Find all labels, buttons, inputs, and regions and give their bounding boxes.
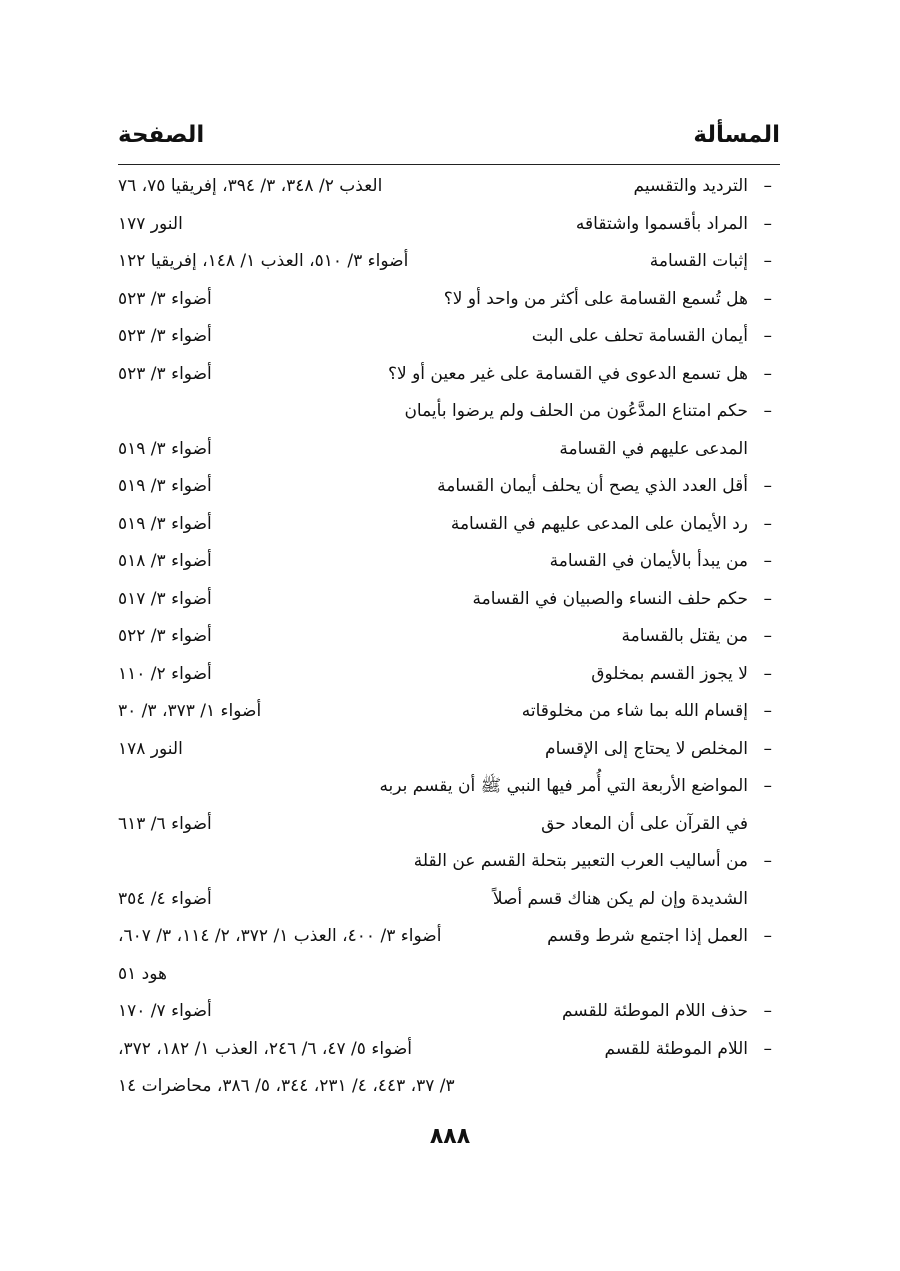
entry-topic: إثبات القسامة [649,251,748,271]
entry-dash: – [763,176,772,196]
index-entry [118,843,780,881]
index-entry-continuation [118,431,780,469]
index-entry [118,656,780,694]
entry-topic: المدعى عليهم في القسامة [559,438,748,459]
entry-reference: أضواء ٤/ ٣٥٤ [118,888,212,909]
index-entry-continuation [118,1068,780,1106]
entry-topic: من أساليب العرب التعبير بتحلة القسم عن القلة [413,851,748,871]
entry-topic: اللام الموطئة للقسم [604,1038,748,1059]
index-entry-continuation [118,956,780,994]
index-entry [118,243,780,281]
entry-dash: – [763,1038,772,1059]
entry-topic: حكم حلف النساء والصبيان في القسامة [472,588,748,609]
entry-topic: الترديد والتقسيم [633,176,748,196]
entry-topic: من يقتل بالقسامة [621,626,748,646]
entry-topic: أقل العدد الذي يصح أن يحلف أيمان القسامة [437,476,748,496]
index-entry [118,393,780,431]
entry-dash: – [763,738,772,759]
entry-topic: المخلص لا يحتاج إلى الإقسام [545,738,748,759]
entry-topic: في القرآن على أن المعاد حق [541,813,748,834]
entry-dash: – [763,476,772,496]
page-number: ٨٨٨ [429,1124,471,1149]
entry-reference: أضواء ٧/ ١٧٠ [118,1001,212,1021]
entry-dash: – [763,588,772,609]
entry-topic: أيمان القسامة تحلف على البت [531,326,748,346]
entry-dash: – [763,1001,772,1021]
entry-topic: هل تُسمع القسامة على أكثر من واحد أو لا؟ [443,288,748,309]
entry-dash: – [763,926,772,946]
entry-reference: أضواء ٣/ ٥٢٣ [118,288,212,309]
entry-dash: – [763,363,772,384]
entry-reference: هود ٥١ [118,963,167,984]
entry-reference: أضواء ٣/ ٥٢٣ [118,363,212,384]
index-entry [118,168,780,206]
entry-dash: – [763,288,772,309]
entry-reference: النور ١٧٧ [118,213,183,234]
entry-reference: أضواء ٣/ ٥١٩ [118,438,212,459]
entry-topic: من يبدأ بالأيمان في القسامة [549,551,748,571]
entry-topic: حكم امتناع المدَّعُون من الحلف ولم يرضوا بأيمان [404,401,748,421]
index-entry [118,918,780,956]
entry-reference: أضواء ٣/ ٥٢٢ [118,626,212,646]
entry-dash: – [763,513,772,534]
entry-topic: العمل إذا اجتمع شرط وقسم [547,926,748,946]
index-entry [118,581,780,619]
index-entry-continuation [118,806,780,844]
entry-reference: أضواء ٢/ ١١٠ [118,663,212,684]
issue-column-title: المسألة [693,122,780,148]
entry-reference: أضواء ٣/ ٥١٨ [118,551,212,571]
entry-reference: أضواء ٣/ ٥١٧ [118,588,212,609]
index-entry [118,731,780,769]
entry-dash: – [763,626,772,646]
index-entry [118,356,780,394]
entry-reference: النور ١٧٨ [118,738,183,759]
entry-dash: – [763,663,772,684]
entry-reference: أضواء ٣/ ٥١٩ [118,476,212,496]
entry-reference: أضواء ٣/ ٥١٩ [118,513,212,534]
index-entry [118,768,780,806]
index-entry [118,1031,780,1069]
entry-dash: – [763,213,772,234]
index-entry [118,281,780,319]
entry-topic: لا يجوز القسم بمخلوق [591,663,748,684]
entry-reference: أضواء ٣/ ٥٢٣ [118,326,212,346]
index-entry [118,506,780,544]
index-entry [118,693,780,731]
entry-reference: أضواء ٦/ ٦١٣ [118,813,212,834]
entry-topic: حذف اللام الموطئة للقسم [561,1001,748,1021]
entry-topic: المواضع الأربعة التي أُمر فيها النبي ﷺ أن يقسم بربه [379,776,748,796]
index-entry [118,318,780,356]
entry-reference: أضواء ٣/ ٥١٠، العذب ١/ ١٤٨، إفريقيا ١٢٢ [118,251,409,271]
index-entries [118,168,780,1106]
entry-dash: – [763,701,772,721]
entry-reference: ٣/ ٣٧، ٤٤٣، ٤/ ٢٣١، ٣٤٤، ٥/ ٣٨٦، محاضرات ١٤ [118,1076,455,1096]
header-divider [118,164,780,165]
entry-topic: إقسام الله بما شاء من مخلوقاته [521,701,748,721]
entry-topic: المراد بأقسموا واشتقاقه [575,213,748,234]
entry-reference: العذب ٢/ ٣٤٨، ٣/ ٣٩٤، إفريقيا ٧٥، ٧٦ [118,176,383,196]
entry-dash: – [763,551,772,571]
entry-reference: أضواء ١/ ٣٧٣، ٣/ ٣٠ [118,701,262,721]
index-entry [118,618,780,656]
entry-dash: – [763,851,772,871]
index-entry [118,468,780,506]
entry-dash: – [763,251,772,271]
entry-topic: رد الأيمان على المدعى عليهم في القسامة [450,513,748,534]
entry-dash: – [763,401,772,421]
entry-topic: الشديدة وإن لم يكن هناك قسم أصلاً [492,888,748,909]
entry-reference: أضواء ٥/ ٤٧، ٦/ ٢٤٦، العذب ١/ ١٨٢، ٣٧٢، [118,1038,412,1059]
index-entry [118,543,780,581]
column-header [118,122,780,162]
index-entry [118,206,780,244]
index-entry [118,993,780,1031]
entry-dash: – [763,326,772,346]
entry-topic: هل تسمع الدعوى في القسامة على غير معين أو لا؟ [387,363,748,384]
entry-dash: – [763,776,772,796]
index-entry-continuation [118,881,780,919]
entry-reference: أضواء ٣/ ٤٠٠، العذب ١/ ٣٧٢، ٢/ ١١٤، ٣/ ٦٠٧، [118,926,442,946]
page-column-title: الصفحة [118,122,205,148]
